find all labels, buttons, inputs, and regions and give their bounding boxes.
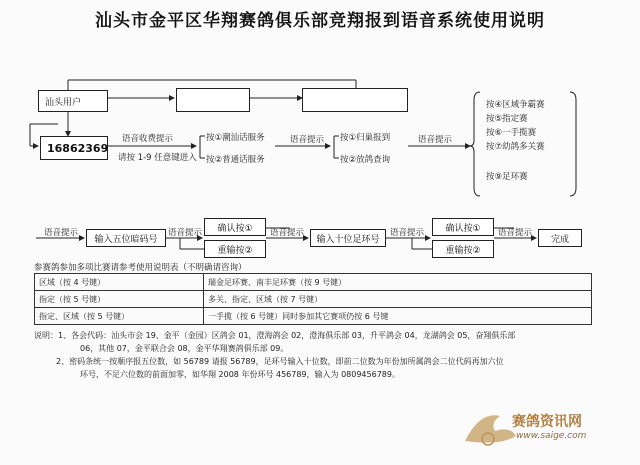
note-line: 06，其他 07，金平联合会 08，金平华翔赛鸽俱乐部 09。	[80, 344, 289, 353]
pigeon-logo-icon	[460, 401, 520, 451]
fee-prompt-label: 语音收费提示	[122, 134, 174, 144]
voice-prompt-2: 语音提示	[290, 135, 325, 145]
table-row	[35, 308, 592, 325]
race-option-3: 按⑦幼鸽多关赛	[486, 142, 545, 152]
watermark	[460, 397, 630, 457]
note-line: 2、密码条统一按顺序报五位数，如 56789 请报 56789，足环号输入十位数，即前二位数为年份加所属鸽会二位代码再加六位	[56, 357, 504, 366]
reference-table	[34, 273, 592, 325]
notes-section	[34, 329, 604, 381]
flow2-prompt-b: 语音提示	[168, 228, 203, 238]
race-option-1: 按⑤指定赛	[486, 114, 528, 124]
blank-box-1	[176, 88, 250, 112]
user-box-label: 汕头用户	[45, 97, 82, 108]
done-label: 完成	[550, 234, 569, 245]
flow2-prompt-d: 语音提示	[390, 228, 425, 238]
table-cell: 多关、指定、区域（按 7 号键）	[204, 291, 592, 308]
table-caption: 参赛鸽参加多项比赛请参考使用说明表（不明确请咨询）	[34, 263, 247, 273]
flow2-prompt-a: 语音提示	[44, 228, 79, 238]
confirm-2-label: 确认按①	[445, 223, 481, 234]
step-enter-ring	[310, 229, 386, 247]
note-line: 说明：1、各会代码：汕头市会 19、金平（金园）区鸽会 01，澄海鸽会 02，澄海俱乐部 03，升平鸽会 04，龙湖鸽会 05，奋翔俱乐部	[34, 331, 516, 340]
confirm-1-label: 确认按①	[217, 223, 253, 234]
step-enter-code-label: 输入五位暗码号	[94, 234, 158, 245]
race-option-2: 按⑥一手揽赛	[486, 128, 537, 138]
table-row	[35, 274, 592, 291]
blank-box-2	[302, 88, 408, 112]
race-option-4: 按⑨足环赛	[486, 172, 528, 182]
query-option-report: 按①归巢报到	[340, 133, 391, 143]
table-cell: 指定（按 5 号键）	[35, 291, 204, 308]
step-enter-code	[86, 229, 166, 247]
query-option-release: 按②放鸽查询	[340, 155, 391, 165]
reenter-box-2	[432, 240, 494, 258]
flow2-prompt-c: 语音提示	[270, 228, 305, 238]
reenter-box-1	[204, 240, 266, 258]
press-any-key-label: 请按 1-9 任意键进入	[118, 153, 197, 163]
phone-number-box	[40, 136, 108, 160]
table-cell: 瑞金足环赛、南丰足环赛（按 9 号键）	[204, 274, 592, 291]
watermark-url: www.saige.com	[516, 431, 587, 441]
flow2-prompt-e: 语音提示	[498, 228, 533, 238]
note-line: 环号，不足六位数的前面加零，如华翔 2008 年份环号 456789，输入为 0809456789。	[80, 370, 400, 379]
service-option-mandarin: 按②普通话服务	[206, 155, 265, 165]
done-box	[538, 229, 582, 247]
reenter-1-label: 重输按②	[217, 245, 253, 256]
table-cell: 一手揽（按 6 号键）同时参加其它赛项仍按 6 号键	[204, 308, 592, 325]
table-row	[35, 291, 592, 308]
user-box	[38, 90, 108, 112]
reenter-2-label: 重输按②	[445, 245, 481, 256]
table-cell: 区域（按 4 号键）	[35, 274, 204, 291]
voice-prompt-3: 语音提示	[418, 135, 453, 145]
table-cell: 指定、区域（按 5 号键）	[35, 308, 204, 325]
confirm-box-1	[204, 218, 266, 236]
confirm-box-2	[432, 218, 494, 236]
page-title: 汕头市金平区华翔赛鸽俱乐部竞翔报到语音系统使用说明	[95, 11, 545, 31]
step-enter-ring-label: 输入十位足环号	[316, 234, 380, 245]
race-option-0: 按④区域争霸赛	[486, 100, 545, 110]
service-option-teochew: 按①潮汕话服务	[206, 133, 265, 143]
phone-number: 16862369	[47, 141, 109, 155]
watermark-brand: 赛鸽资讯网	[512, 414, 582, 430]
